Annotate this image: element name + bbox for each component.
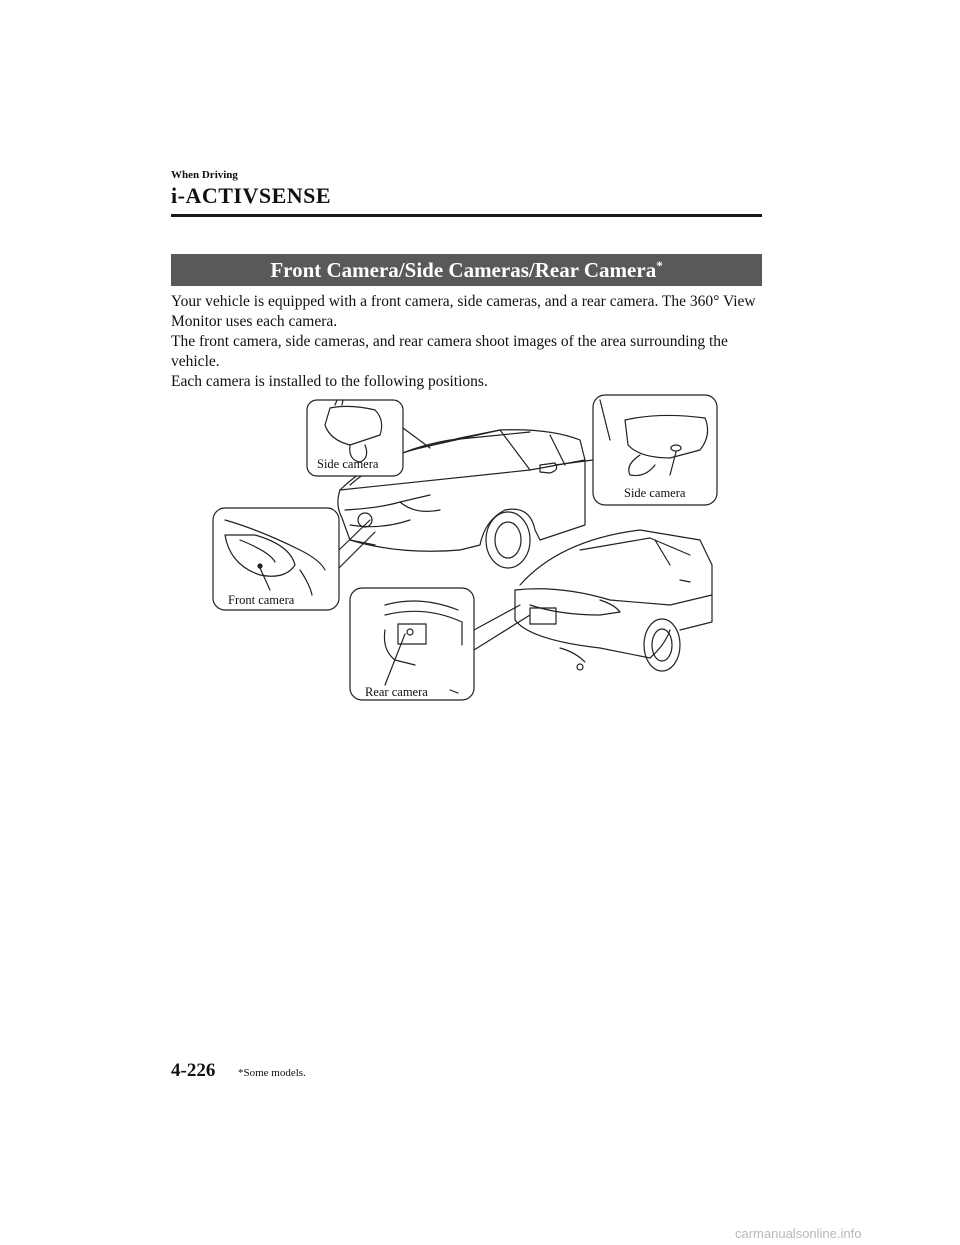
some-models-marker: * [656, 258, 663, 273]
rear-camera-callout [350, 588, 530, 700]
paragraph-positions: Each camera is installed to the following positions. [171, 373, 488, 390]
section-label: When Driving [171, 169, 238, 181]
body-text [171, 292, 762, 392]
side-camera-label-left: Side camera [317, 457, 379, 471]
front-camera-label: Front camera [228, 593, 295, 607]
header-divider [171, 214, 762, 217]
paragraph-intro: Your vehicle is equipped with a front camera, side cameras, and a rear camera. The 360° View Monitor uses each camera. [171, 293, 756, 330]
footnote: *Some models. [238, 1067, 306, 1079]
camera-positions-illustration [200, 390, 740, 710]
paragraph-coverage: The front camera, side cameras, and rear camera shoot images of the area surrounding the vehicle. [171, 333, 728, 370]
rear-car-drawing [515, 530, 712, 671]
page-number: 4-226 [171, 1060, 216, 1081]
rear-camera-label: Rear camera [365, 685, 428, 699]
banner-title: Front Camera/Side Cameras/Rear Camera [270, 258, 657, 282]
section-banner [171, 254, 762, 286]
watermark: carmanualsonline.info [735, 1226, 862, 1241]
chapter-title: i-ACTIVSENSE [171, 183, 332, 208]
side-camera-label-right: Side camera [624, 486, 686, 500]
